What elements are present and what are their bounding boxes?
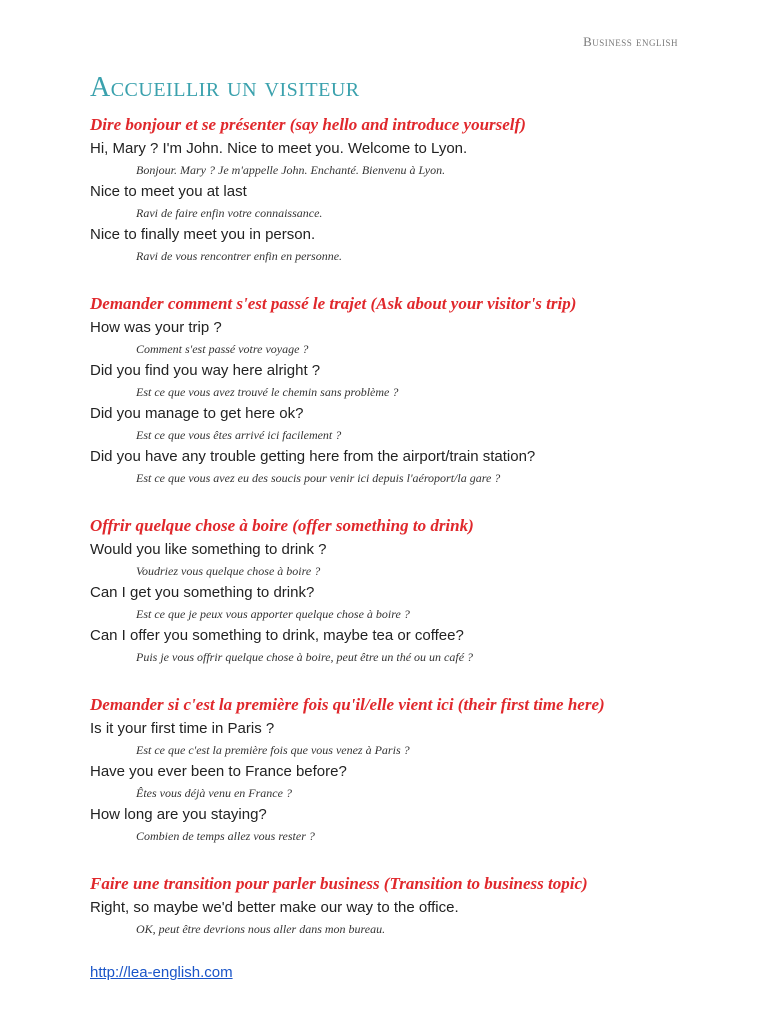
french-translation: Combien de temps allez vous rester ? <box>136 829 315 843</box>
english-phrase: Have you ever been to France before? <box>90 763 347 780</box>
phrase-item <box>90 583 710 626</box>
french-translation: Êtes vous déjà venu en France ? <box>136 786 292 800</box>
section-first-time <box>90 693 710 848</box>
section-trip <box>90 292 710 490</box>
header-label: Business english <box>583 34 678 49</box>
french-translation: OK, peut être devrions nous aller dans mon bureau. <box>136 922 386 936</box>
english-phrase: Hi, Mary ? I'm John. Nice to meet you. Welcome to Lyon. <box>90 140 468 157</box>
english-phrase: How long are you staying? <box>90 806 267 823</box>
french-translation: Puis je vous offrir quelque chose à boire, peut être un thé ou un café ? <box>136 650 474 664</box>
english-phrase: Did you find you way here alright ? <box>90 362 321 379</box>
english-phrase: Would you like something to drink ? <box>90 541 327 558</box>
french-translation: Est ce que vous avez trouvé le chemin sans problème ? <box>136 385 399 399</box>
english-phrase: Can I offer you something to drink, maybe tea or coffee? <box>90 627 464 644</box>
phrase-item <box>90 139 710 182</box>
section-heading: Demander si c'est la première fois qu'il/elle vient ici (their first time here) <box>90 695 605 714</box>
phrase-content <box>90 113 710 965</box>
english-phrase: Did you have any trouble getting here from the airport/train station? <box>90 448 536 465</box>
phrase-item <box>90 719 710 762</box>
phrase-item <box>90 318 710 361</box>
section-greeting <box>90 113 710 268</box>
french-translation: Ravi de vous rencontrer enfin en personne. <box>136 249 343 263</box>
section-business-transition <box>90 872 710 941</box>
phrase-item <box>90 805 710 848</box>
french-translation: Est ce que vous êtes arrivé ici facilement ? <box>136 428 342 442</box>
english-phrase: How was your trip ? <box>90 319 222 336</box>
section-heading: Offrir quelque chose à boire (offer something to drink) <box>90 516 474 535</box>
page-title: Accueillir un visiteur <box>90 72 360 103</box>
phrase-item <box>90 447 710 490</box>
section-drink <box>90 514 710 669</box>
phrase-item <box>90 540 710 583</box>
phrase-item <box>90 898 710 941</box>
french-translation: Est ce que vous avez eu des soucis pour venir ici depuis l'aéroport/la gare ? <box>136 471 501 485</box>
english-phrase: Nice to meet you at last <box>90 183 247 200</box>
french-translation: Est ce que c'est la première fois que vous venez à Paris ? <box>136 743 410 757</box>
french-translation: Bonjour. Mary ? Je m'appelle John. Enchanté. Bienvenu à Lyon. <box>136 163 446 177</box>
phrase-item <box>90 762 710 805</box>
phrase-item <box>90 182 710 225</box>
french-translation: Comment s'est passé votre voyage ? <box>136 342 309 356</box>
footer-website-link[interactable]: http://lea-english.com <box>90 964 233 981</box>
english-phrase: Nice to finally meet you in person. <box>90 226 316 243</box>
section-heading: Dire bonjour et se présenter (say hello and introduce yourself) <box>90 115 526 134</box>
section-heading: Faire une transition pour parler business (Transition to business topic) <box>90 874 588 893</box>
phrase-item <box>90 225 710 268</box>
phrase-item <box>90 626 710 669</box>
french-translation: Est ce que je peux vous apporter quelque chose à boire ? <box>136 607 410 621</box>
french-translation: Voudriez vous quelque chose à boire ? <box>136 564 321 578</box>
section-heading: Demander comment s'est passé le trajet (Ask about your visitor's trip) <box>90 294 577 313</box>
french-translation: Ravi de faire enfin votre connaissance. <box>136 206 323 220</box>
phrase-item <box>90 361 710 404</box>
english-phrase: Is it your first time in Paris ? <box>90 720 275 737</box>
english-phrase: Can I get you something to drink? <box>90 584 315 601</box>
phrase-item <box>90 404 710 447</box>
english-phrase: Right, so maybe we'd better make our way to the office. <box>90 899 459 916</box>
english-phrase: Did you manage to get here ok? <box>90 405 304 422</box>
